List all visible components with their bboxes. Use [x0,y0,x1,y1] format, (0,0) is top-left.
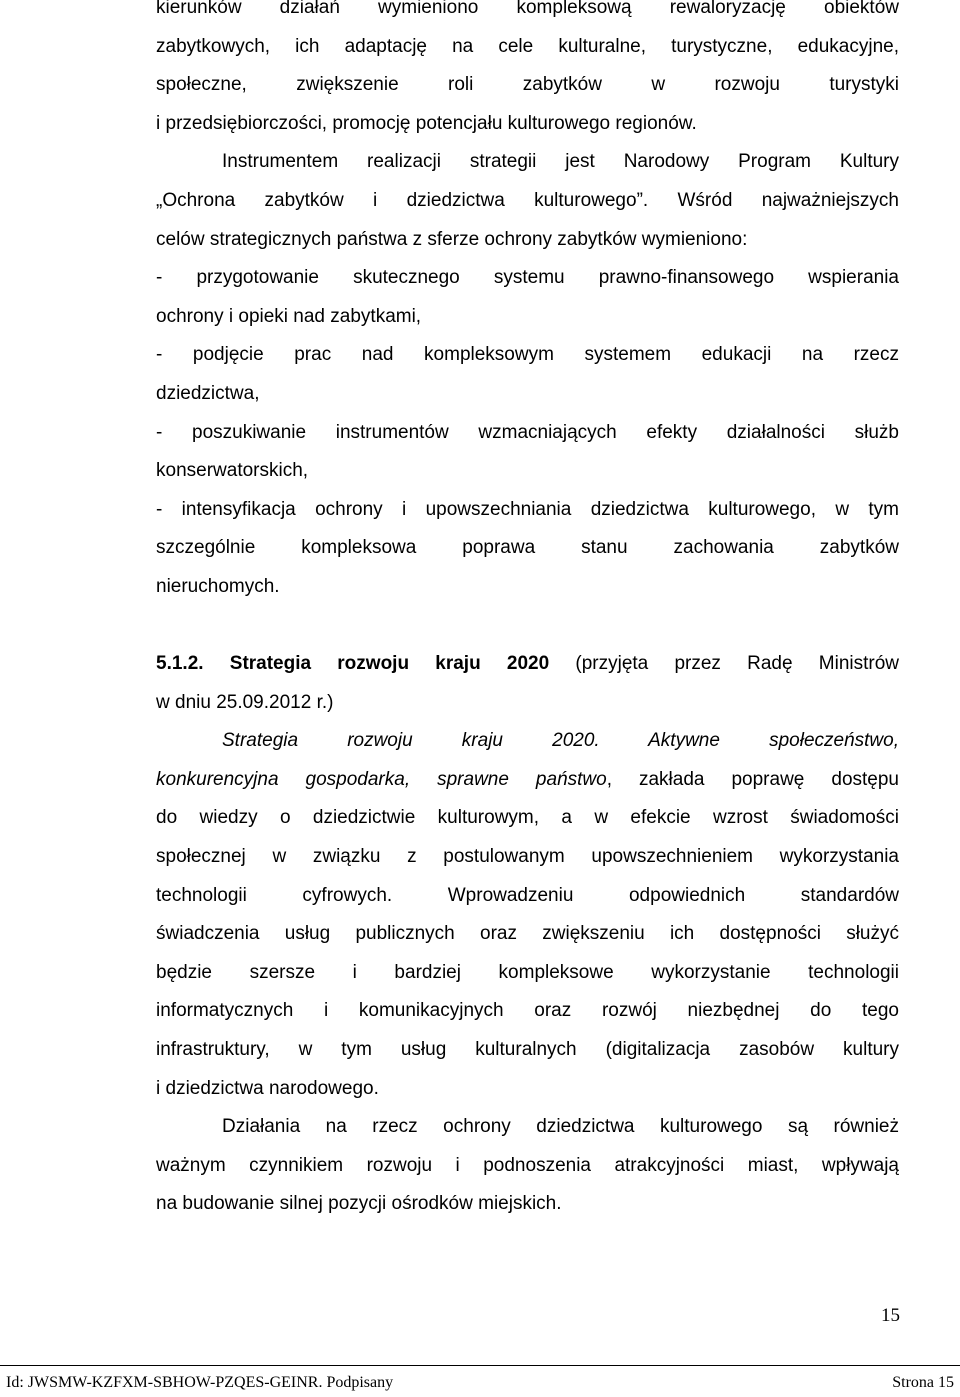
text-line: technologii cyfrowych. Wprowadzeniu odpowiednich standardów [156,884,899,906]
text-line: „Ochrona zabytków i dziedzictwa kulturowego”. Wśród najważniejszych [156,189,899,211]
text-line: - przygotowanie skutecznego systemu prawno-finansowego wspierania [156,267,899,289]
text-line: Instrumentem realizacji strategii jest Narodowy Program Kultury [222,151,899,173]
text-line: ochrony i opieki nad zabytkami, [156,305,422,327]
text-line: do wiedzy o dziedzictwie kulturowym, a w efekcie wzrost świadomości [156,807,899,829]
text-line: Strategia rozwoju kraju 2020. Aktywne społeczeństwo, [222,730,899,752]
section-heading-line-2: w dniu 25.09.2012 r.) [156,691,334,713]
body-text [156,0,899,1224]
page-number: 15 [881,1305,900,1326]
text-line: dziedzictwa, [156,382,260,404]
section-title: Strategia rozwoju kraju 2020 [229,653,550,675]
text-line: zabytkowych, ich adaptację na cele kulturalne, turystyczne, edukacyjne, [156,35,899,57]
text-line: - poszukiwanie instrumentów wzmacniających efekty działalności służb [156,421,899,443]
text-line: świadczenia usług publicznych oraz zwiększeniu ich dostępności służyć [156,923,899,945]
strategy-paragraph [156,722,899,1108]
section-title-note: (przyjęta przez Radę Ministrów [575,653,900,675]
text-line: będzie szersze i bardziej kompleksowe wykorzystanie technologii [156,961,899,983]
text-line: - podjęcie prac nad kompleksowym systemem edukacji na rzecz [156,344,899,366]
bullet-item [156,491,899,607]
text-line: - intensyfikacja ochrony i upowszechniania dziedzictwa kulturowego, w tym [156,498,899,520]
intro-paragraph [156,0,899,143]
section-spacer [156,607,899,646]
bullet-item [156,259,899,336]
document-footer [6,1374,954,1392]
bullet-item [156,336,899,413]
text-line: informatycznych i komunikacyjnych oraz rozwój niezbędnej do tego [156,1000,899,1022]
text-line: społeczne, zwiększenie roli zabytków w rozwoju turystyki [156,74,899,96]
text-line: kierunków działań wymieniono kompleksową rewaloryzację obiektów [156,0,899,18]
text-line: celów strategicznych państwa z sferze ochrony zabytków wymieniono: [156,228,748,250]
section-heading [156,645,899,722]
section-heading-line [156,645,899,684]
strategy-text: , zakłada poprawę dostępu [606,768,899,790]
footer-divider [0,1365,960,1366]
text-line: nieruchomych. [156,575,280,597]
strategy-title-italic: konkurencyjna gospodarka, sprawne państwo [156,768,607,790]
text-line: ważnym czynnikiem rozwoju i podnoszenia atrakcyjności miast, wpływają [156,1154,899,1176]
text-line: i dziedzictwa narodowego. [156,1077,379,1099]
text-line: szczególnie kompleksowa poprawa stanu zachowania zabytków [156,537,899,559]
text-line: społecznej w związku z postulowanym upowszechnieniem wykorzystania [156,846,899,868]
text-line: infrastruktury, w tym usług kulturalnych (digitalizacja zasobów kultury [156,1039,899,1061]
footer-page-label: Strona 15 [892,1374,954,1391]
text-line: na budowanie silnej pozycji ośrodków miejskich. [156,1193,562,1215]
text-line: i przedsiębiorczości, promocję potencjału kulturowego regionów. [156,112,697,134]
text-line: Działania na rzecz ochrony dziedzictwa kulturowego są również [222,1116,899,1138]
section-number: 5.1.2. [156,653,204,675]
bullet-item [156,414,899,491]
text-line: konserwatorskich, [156,460,309,482]
closing-paragraph [156,1108,899,1224]
text-line [156,761,899,800]
program-paragraph [156,143,899,259]
document-id: Id: JWSMW-KZFXM-SBHOW-PZQES-GEINR. Podpisany [6,1374,394,1391]
